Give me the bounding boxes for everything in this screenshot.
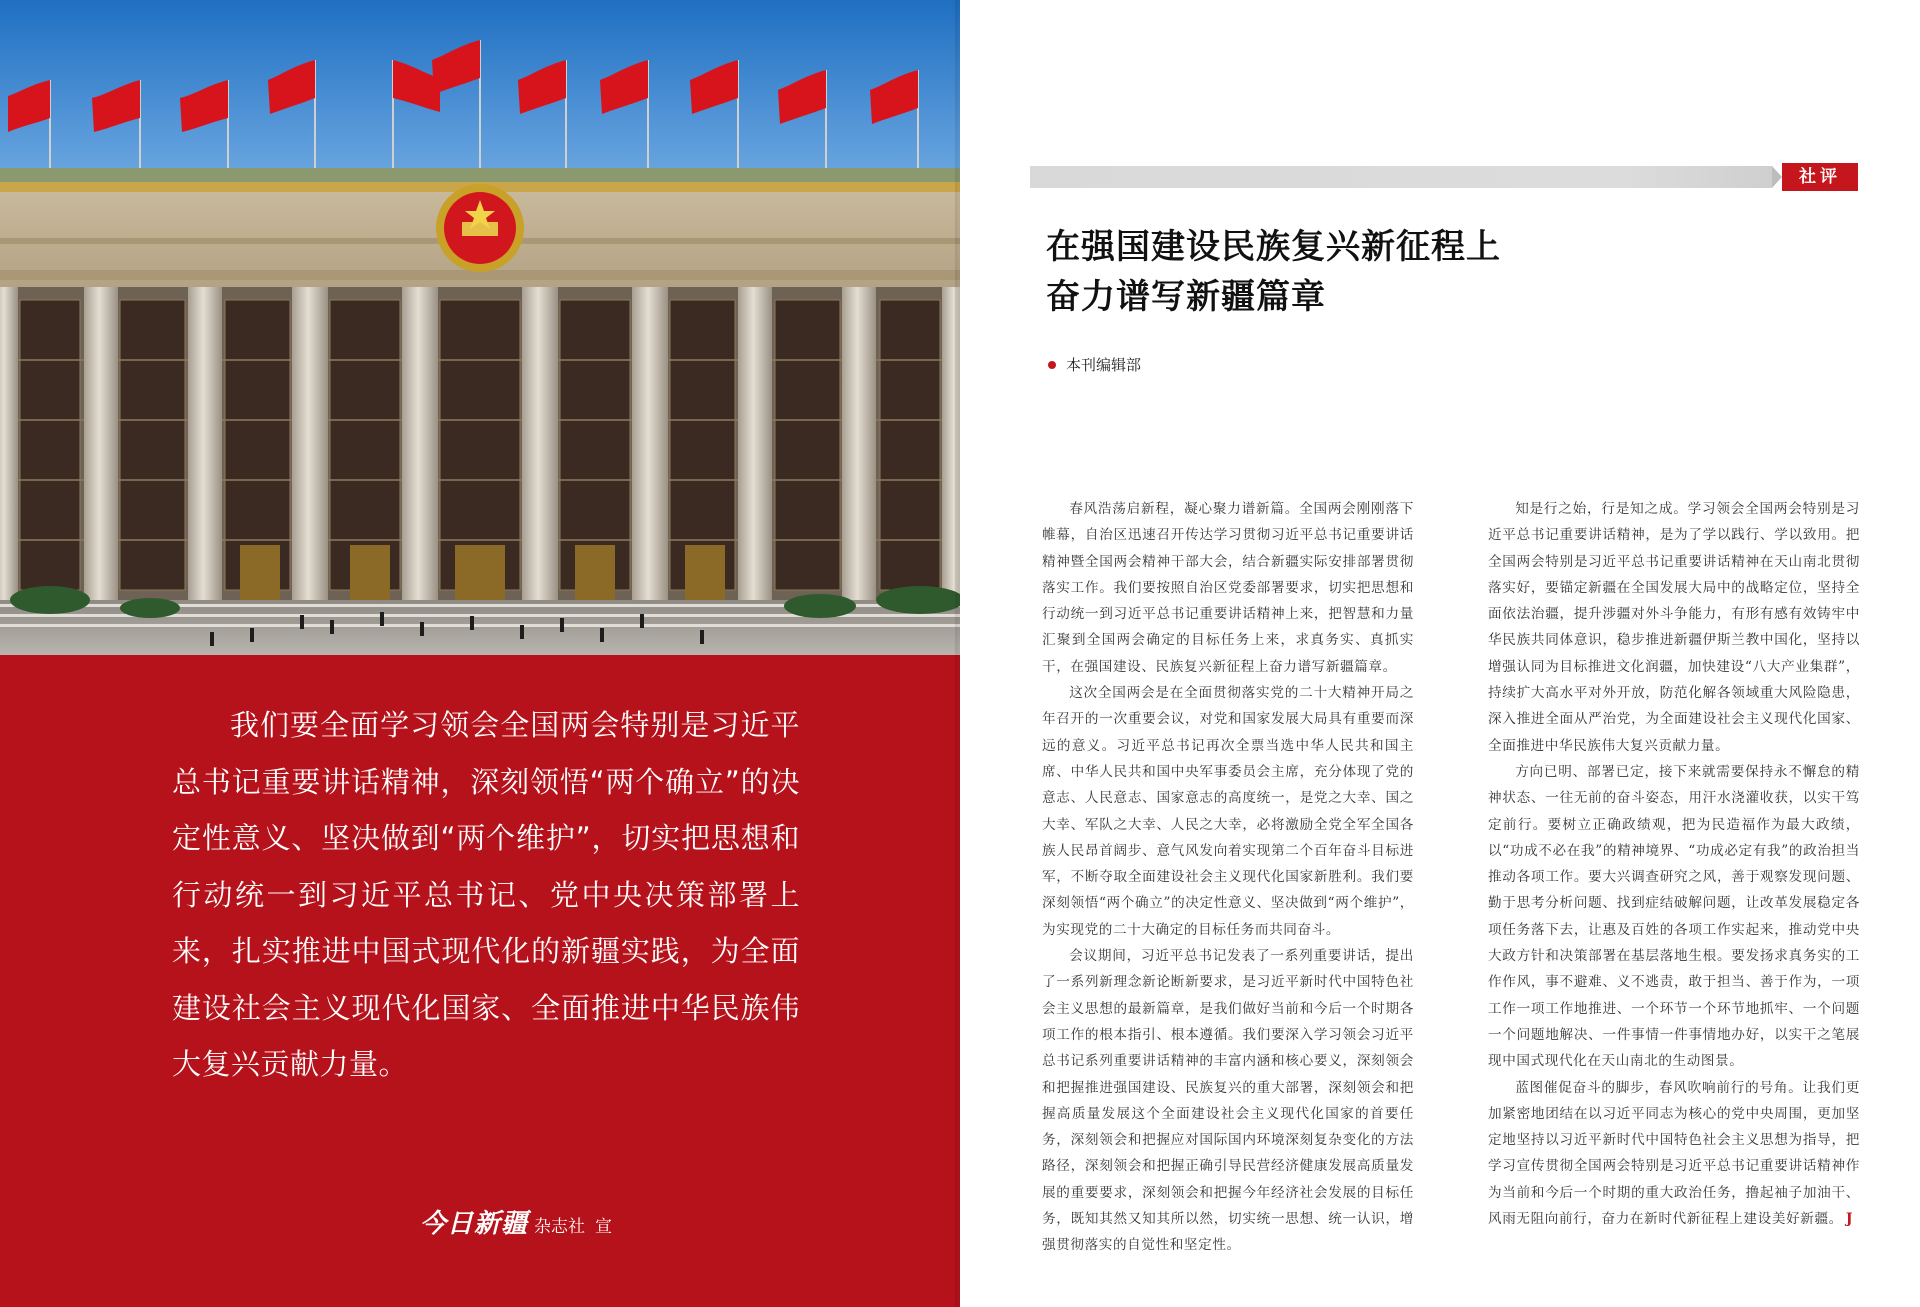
- national-emblem-icon: [436, 184, 524, 272]
- paragraph: 这次全国两会是在全面贯彻落实党的二十大精神开局之年召开的一次重要会议，对党和国家发展大局具有重要而深远的意义。习近平总书记再次全票当选中华人民共和国主席、中华人民共和国中央军事委员会主席，充分体现了党的意志、人民意志、国家意志的高度统一，是党之大幸、国之大幸、军队之大幸、人民之大幸，必将激励全党全军全国各族人民昂首阔步、意气风发向着实现第二个百年奋斗目标进军，不断夺取全面建设社会主义现代化国家新胜利。我们要深刻领悟“两个确立”的决定性意义、坚决做到“两个维护”，为实现党的二十大确定的目标任务而共同奋斗。: [1042, 685, 1414, 938]
- publisher-name: 杂志社: [534, 1217, 586, 1237]
- paragraph: 春风浩荡启新程，凝心聚力谱新篇。全国两会刚刚落下帷幕，自治区迅速召开传达学习贯彻习近平总书记重要讲话精神暨全国两会精神干部大会，结合新疆实际安排部署贯彻落实工作。我们要按照自治区党委部署要求，切实把思想和行动统一到习近平总书记重要讲话精神上来，把智慧和力量汇聚到全国两会确定的目标任务上来，求真务实、真抓实干，在强国建设、民族复兴新征程上奋力谱写新疆篇章。: [1042, 501, 1414, 675]
- paragraph: [1488, 1075, 1860, 1233]
- magazine-logo: 今日新疆: [420, 1209, 529, 1239]
- publisher-credit: [420, 1203, 612, 1240]
- paragraph: 方向已明、部署已定，接下来就需要保持永不懈怠的精神状态、一往无前的奋斗姿态，用汗水浇灌收获，以实干笃定前行。要树立正确政绩观，把为民造福作为最大政绩，以“功成不必在我”的精神境界、“功成必定有我”的政治担当推动各项工作。要大兴调查研究之风，善于观察发现问题、勤于思考分析问题、找到症结破解问题，让改革发展稳定各项任务落下去，让惠及百姓的各项工作实起来，推动党中央大政方针和决策部署在基层落地生根。要发扬求真务实的工作作风，事不避难、义不逃责，敢于担当、善于作为，一项工作一项工作地推进、一个环节一个环节地抓牢、一个问题一个问题地解决、一件事情一件事情地办好，以实干之笔展现中国式现代化在天山南北的生动图景。: [1488, 763, 1860, 1070]
- paragraph: 会议期间，习近平总书记发表了一系列重要讲话，提出了一系列新理念新论断新要求，是习近平新时代中国特色社会主义思想的最新篇章，是我们做好当前和今后一个时期各项工作的根本指引、根本遵循。我们要深入学习领会习近平总书记系列重要讲话精神的丰富内涵和核心要义，深刻领会和把握推进强国建设、民族复兴的重大部署，深刻领会和把握高质量发展这个全面建设社会主义现代化国家的首要任务，深刻领会和把握应对国际国内环境深刻复杂变化的方法路径，深刻领会和把握正确引导民营经济健康发展高质量发展的重要要求，深刻领会和把握今年经济社会发展的目标任务，既知其然又知其所以然，切实统一思想、统一认识，增强贯彻落实的自觉性和坚定性。: [1042, 948, 1414, 1254]
- end-mark-icon: J: [1845, 1211, 1854, 1228]
- article-title: [1046, 222, 1501, 322]
- article-title-line-1: 在强国建设民族复兴新征程上: [1046, 227, 1501, 267]
- great-hall-illustration: [0, 0, 960, 655]
- text-column-left: [1042, 496, 1414, 1259]
- great-hall-photo: [0, 0, 960, 655]
- paragraph: 知是行之始，行是知之成。学习领会全国两会特别是习近平总书记重要讲话精神，是为了学以践行、学以致用。把全国两会特别是习近平总书记重要讲话精神在天山南北贯彻落实好，要锚定新疆在全国发展大局中的战略定位，坚持全面依法治疆，提升涉疆对外斗争能力，有形有感有效铸牢中华民族共同体意识，稳步推进新疆伊斯兰教中国化，坚持以增强认同为目标推进文化润疆，加快建设“八大产业集群”，持续扩大高水平对外开放，防范化解各领域重大风险隐患，深入推进全面从严治党，为全面建设社会主义现代化国家、全面推进中华民族伟大复兴贡献力量。: [1488, 501, 1860, 754]
- section-tag: 社评: [1782, 163, 1858, 191]
- right-page: [960, 0, 1920, 1307]
- bullet-dot-icon: [1048, 361, 1056, 369]
- header-bar-fold: [1772, 166, 1782, 188]
- paragraph-text: 蓝图催促奋斗的脚步，春风吹响前行的号角。让我们更加紧密地团结在以习近平同志为核心的党中央周围，更加坚定地坚持以习近平新时代中国特色社会主义思想为指导，把学习宣传贯彻全国两会特别是习近平总书记重要讲话精神作为当前和今后一个时期的重大政治任务，撸起袖子加油干、风雨无阻向前行，奋力在新时代新征程上建设美好新疆。: [1488, 1079, 1860, 1228]
- article-title-line-2: 奋力谱写新疆篇章: [1046, 277, 1326, 317]
- quote-panel: [0, 655, 960, 1307]
- header-bar: [1030, 166, 1772, 188]
- pull-quote: 我们要全面学习领会全国两会特别是习近平总书记重要讲话精神，深刻领悟“两个确立”的决定性意义、坚决做到“两个维护”，切实把思想和行动统一到习近平总书记、党中央决策部署上来，扎实推进中国式现代化的新疆实践，为全面建设社会主义现代化国家、全面推进中华民族伟大复兴贡献力量。: [172, 708, 800, 1081]
- byline: [1048, 354, 1141, 375]
- publisher-suffix: 宣: [595, 1217, 613, 1237]
- text-column-right: [1488, 496, 1860, 1232]
- author-name: 本刊编辑部: [1066, 356, 1142, 374]
